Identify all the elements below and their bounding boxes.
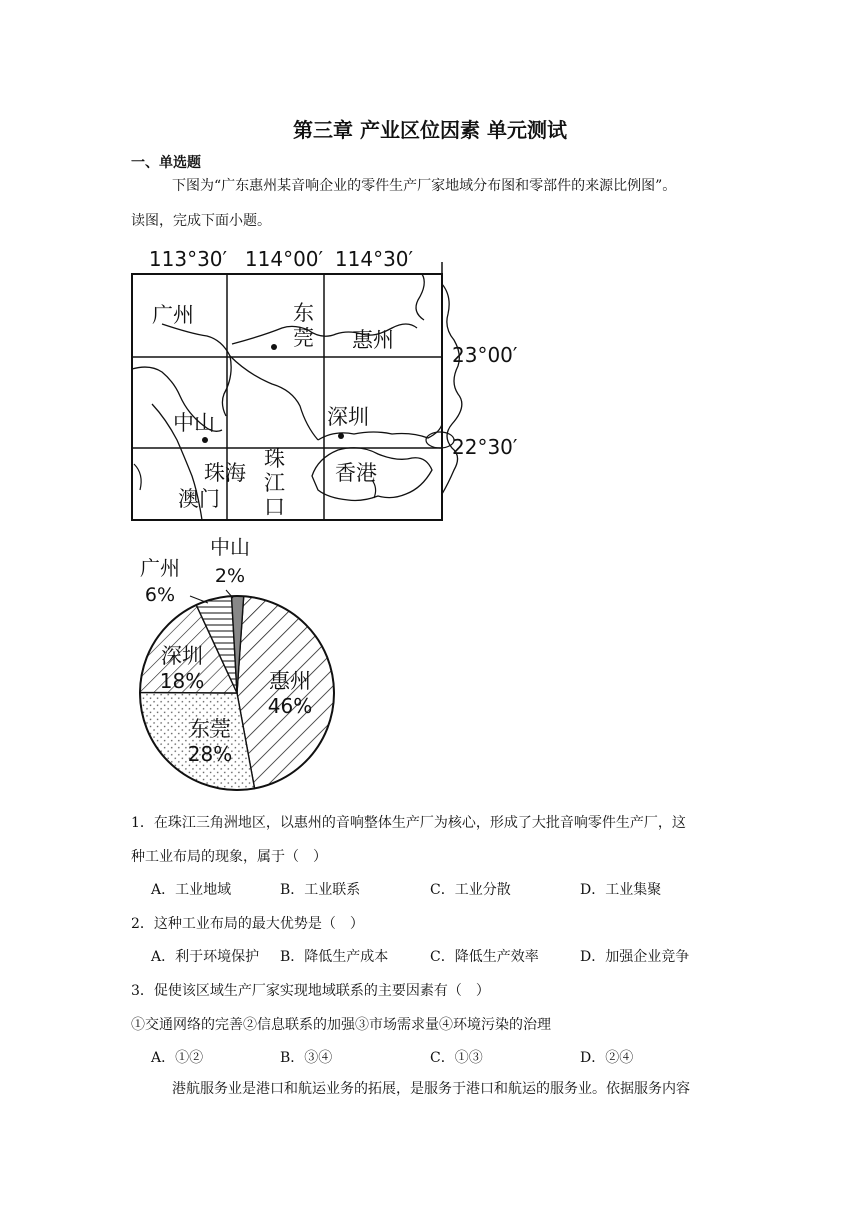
slice-label-shenzhen-pct: 18% (159, 669, 205, 693)
slice-label-dongguan-pct: 28% (187, 742, 233, 766)
q3-option-a[interactable]: A．①② (151, 1050, 204, 1066)
question-2-stem: 2．这种工业布局的最大优势是（ ） (131, 916, 364, 932)
label-zhongshan: 中山 (173, 411, 215, 435)
coast-pearl (230, 356, 318, 440)
intro-line-1: 下图为“广东惠州某音响企业的零件生产厂家地域分布图和零部件的来源比例图”。 (172, 178, 677, 194)
coast-east (442, 284, 462, 494)
q2-option-a[interactable]: A．利于环境保护 (151, 949, 260, 965)
label-pearl-3: 口 (264, 495, 285, 519)
label-pearl-1: 珠 (264, 447, 285, 471)
dongguan-dot (271, 344, 277, 350)
question-1-stem-cont: 种工业布局的现象，属于（ ） (131, 849, 327, 865)
q1-option-b[interactable]: B．工业联系 (280, 882, 361, 898)
slice-label-guangzhou-pct: 6% (144, 584, 176, 606)
slice-label-guangzhou-name: 广州 (140, 556, 180, 580)
parts-source-pie-chart (130, 532, 360, 804)
label-zhuhai: 珠海 (204, 461, 246, 485)
zhongshan-dot (202, 437, 208, 443)
slice-label-zhongshan-name: 中山 (210, 535, 250, 559)
shenzhen-dot (338, 433, 344, 439)
label-pearl-2: 江 (264, 471, 285, 495)
q1-option-c[interactable]: C．工业分散 (430, 882, 511, 898)
label-dongguan-2: 莞 (293, 326, 314, 350)
section-heading: 一、单选题 (131, 155, 201, 171)
q3-option-d[interactable]: D．②④ (580, 1050, 634, 1066)
q1-option-d[interactable]: D．工业集聚 (580, 882, 662, 898)
page-title: 第三章 产业区位因素 单元测试 (293, 118, 567, 142)
lon-label-114-00: 114°00′ (244, 247, 324, 271)
label-hongkong: 香港 (335, 461, 377, 485)
question-3-stem-cont: ①交通网络的完善②信息联系的加强③市场需求量④环境污染的治理 (131, 1017, 551, 1033)
next-passage: 港航服务业是港口和航运业务的拓展，是服务于港口和航运的服务业。依据服务内容 (172, 1081, 690, 1097)
label-guangzhou: 广州 (152, 303, 194, 327)
label-huizhou: 惠州 (352, 328, 394, 352)
slice-label-dongguan-name: 东莞 (189, 717, 231, 741)
label-macau: 澳门 (178, 487, 220, 511)
lon-label-114-30: 114°30′ (334, 247, 414, 271)
lat-label-22-30: 22°30′ (452, 435, 518, 459)
lat-label-23-00: 23°00′ (452, 343, 518, 367)
q3-option-c[interactable]: C．①③ (430, 1050, 483, 1066)
slice-label-huizhou-name: 惠州 (269, 669, 311, 693)
slice-label-huizhou-pct: 46% (267, 694, 313, 718)
river-line (162, 324, 231, 416)
q3-option-b[interactable]: B．③④ (280, 1050, 333, 1066)
question-1-stem: 1．在珠江三角洲地区，以惠州的音响整体生产厂为核心，形成了大批音响零件生产厂，这 (131, 815, 686, 831)
q2-option-b[interactable]: B．降低生产成本 (280, 949, 389, 965)
q1-option-a[interactable]: A．工业地域 (151, 882, 232, 898)
question-3-stem: 3．促使该区域生产厂家实现地域联系的主要因素有（ ） (131, 983, 490, 999)
label-dongguan-1: 东 (293, 301, 314, 325)
q2-option-d[interactable]: D．加强企业竞争 (580, 949, 690, 965)
q2-option-c[interactable]: C．降低生产效率 (430, 949, 539, 965)
slice-label-shenzhen-name: 深圳 (161, 644, 203, 668)
slice-label-zhongshan-pct: 2% (214, 565, 246, 587)
label-shenzhen: 深圳 (327, 405, 369, 429)
lon-label-113-30: 113°30′ (148, 247, 228, 271)
intro-line-2: 读图，完成下面小题。 (131, 213, 271, 229)
location-map (122, 244, 542, 524)
